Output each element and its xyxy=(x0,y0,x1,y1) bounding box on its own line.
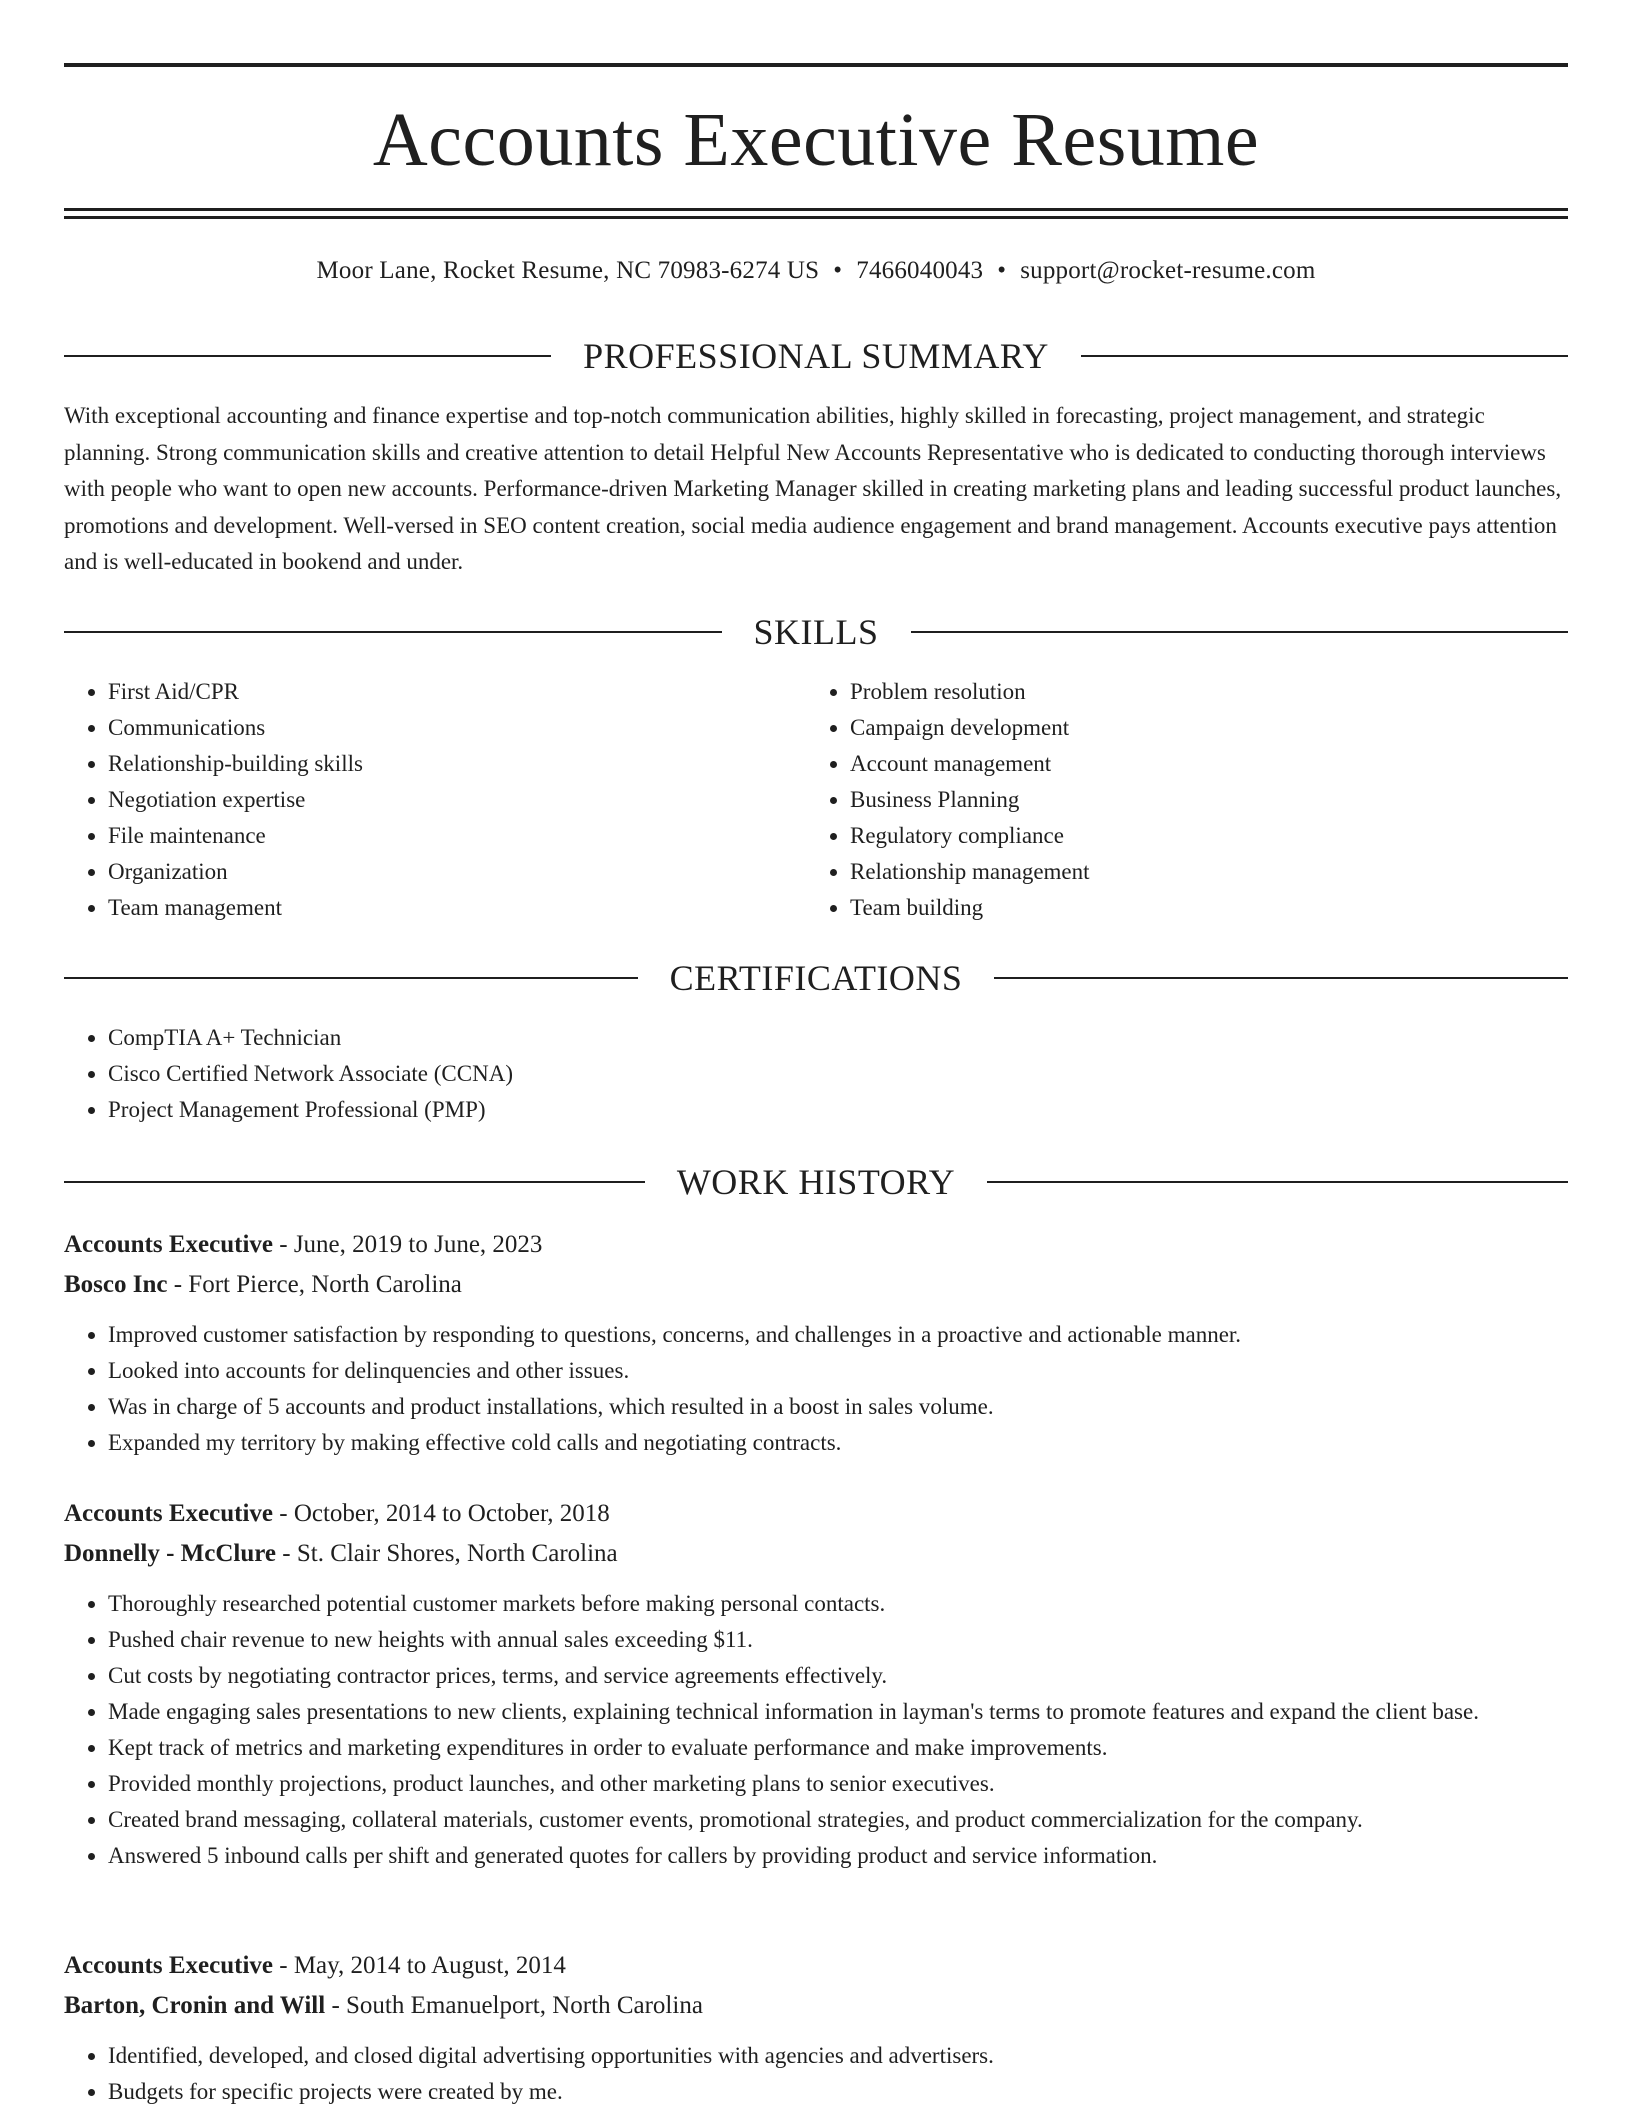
skill-item: • Relationship management xyxy=(850,854,1566,890)
certification-item: • Project Management Professional (PMP) xyxy=(108,1092,1568,1128)
heading-rule-left xyxy=(64,977,638,979)
summary-heading-text: PROFESSIONAL SUMMARY xyxy=(583,336,1049,376)
job-dates: - June, 2019 to June, 2023 xyxy=(273,1231,543,1258)
contact-address: Moor Lane, Rocket Resume, NC 70983-6274 US xyxy=(316,257,820,284)
skills-heading xyxy=(64,610,1568,654)
job-bullet: • Was in charge of 5 accounts and product installations, which resulted in a boost in sales volume. xyxy=(108,1389,1568,1425)
skills-heading-text: SKILLS xyxy=(753,612,879,652)
certifications-list xyxy=(64,1020,1568,1128)
work-history-heading xyxy=(64,1160,1568,1204)
skill-item: • Team building xyxy=(850,890,1566,926)
contact-email: support@rocket-resume.com xyxy=(1020,257,1316,284)
certifications-heading-text: CERTIFICATIONS xyxy=(669,958,963,998)
skill-item: • Account management xyxy=(850,746,1566,782)
skill-item: • First Aid/CPR xyxy=(108,674,764,710)
certification-item: • CompTIA A+ Technician xyxy=(108,1020,1568,1056)
skill-item: • Team management xyxy=(108,890,764,926)
job-bullet: • Created brand messaging, collateral materials, customer events, promotional strategies, and product commercialization for the company. xyxy=(108,1802,1568,1838)
job-bullet: • Identified, developed, and closed digital advertising opportunities with agencies and advertisers. xyxy=(108,2038,1568,2074)
job-bullets xyxy=(64,2038,1568,2110)
job-bullet: • Kept track of metrics and marketing expenditures in order to evaluate performance and make improvements. xyxy=(108,1730,1568,1766)
job-bullet: • Improved customer satisfaction by responding to questions, concerns, and challenges in a proactive and actionable manner. xyxy=(108,1317,1568,1353)
page-title: Accounts Executive Resume xyxy=(372,98,1260,182)
job-title-line xyxy=(64,1225,1568,1265)
work-history-heading-text: WORK HISTORY xyxy=(676,1162,956,1202)
job-bullet: • Pushed chair revenue to new heights with annual sales exceeding $11. xyxy=(108,1622,1568,1658)
contact-separator: • xyxy=(833,257,843,284)
job-company: Barton, Cronin and Will xyxy=(64,1992,326,2019)
contact-phone: 7466040043 xyxy=(856,257,984,284)
job-bullet: • Budgets for specific projects were created by me. xyxy=(108,2074,1568,2110)
job-entry xyxy=(64,1225,1568,1461)
summary-paragraph: With exceptional accounting and finance expertise and top-notch communication abilities, highly skilled in forecasting, project management, and strategic planning. Strong communication skills and creative attention to detail Helpful New Accounts Representative who is dedicated to conducting thorough interviews with people who want to open new accounts. Performance-driven Marketing Manager skilled in creating marketing plans and leading successful product launches, promotions and development. Well-versed in SEO content creation, social media audience engagement and brand management. Accounts executive pays attention and is well-educated in bookend and under. xyxy=(64,403,1562,574)
heading-rule-left xyxy=(64,1181,645,1183)
job-bullets xyxy=(64,1317,1568,1461)
top-rule xyxy=(64,63,1568,67)
summary-heading xyxy=(64,334,1568,378)
job-dates: - May, 2014 to August, 2014 xyxy=(273,1952,566,1979)
skill-item: • Negotiation expertise xyxy=(108,782,764,818)
contact-separator: • xyxy=(997,257,1007,284)
heading-rule-right xyxy=(987,1181,1568,1183)
job-company: Bosco Inc xyxy=(64,1271,168,1298)
skill-item: • Communications xyxy=(108,710,764,746)
skills-column-left xyxy=(64,674,764,926)
job-location: - Fort Pierce, North Carolina xyxy=(167,1271,462,1298)
heading-rule-right xyxy=(994,977,1568,979)
skill-item: • Campaign development xyxy=(850,710,1566,746)
heading-rule-right xyxy=(1081,355,1568,357)
job-title: Accounts Executive xyxy=(64,1952,273,1979)
skill-item: • Problem resolution xyxy=(850,674,1566,710)
job-title: Accounts Executive xyxy=(64,1500,273,1527)
job-title-line xyxy=(64,1494,1568,1534)
skill-item: • Regulatory compliance xyxy=(850,818,1566,854)
skills-list-left xyxy=(64,674,764,926)
heading-rule-right xyxy=(911,631,1569,633)
job-title-line xyxy=(64,1946,1568,1986)
job-bullet: • Cut costs by negotiating contractor prices, terms, and service agreements effectively. xyxy=(108,1658,1568,1694)
skill-item: • File maintenance xyxy=(108,818,764,854)
job-entry xyxy=(64,1494,1568,1874)
certifications-heading xyxy=(64,956,1568,1000)
job-title: Accounts Executive xyxy=(64,1231,273,1258)
contact-line xyxy=(64,253,1568,289)
skill-item: • Relationship-building skills xyxy=(108,746,764,782)
job-bullet: • Looked into accounts for delinquencies and other issues. xyxy=(108,1353,1568,1389)
job-bullet: • Answered 5 inbound calls per shift and generated quotes for callers by providing product and service information. xyxy=(108,1838,1568,1874)
title-rule-upper xyxy=(64,208,1568,211)
job-location: - South Emanuelport, North Carolina xyxy=(325,1992,703,2019)
heading-rule-left xyxy=(64,355,551,357)
certification-item: • Cisco Certified Network Associate (CCNA) xyxy=(108,1056,1568,1092)
title-rule-lower xyxy=(64,216,1568,219)
job-company-line xyxy=(64,1534,1568,1574)
job-location: - St. Clair Shores, North Carolina xyxy=(276,1540,618,1567)
job-dates: - October, 2014 to October, 2018 xyxy=(273,1500,610,1527)
job-company-line xyxy=(64,1265,1568,1305)
heading-rule-left xyxy=(64,631,722,633)
job-bullet: • Made engaging sales presentations to new clients, explaining technical information in layman's terms to promote features and expand the client base. xyxy=(108,1694,1568,1730)
certifications-block xyxy=(64,1020,1568,1128)
skill-item: • Business Planning xyxy=(850,782,1566,818)
job-bullet: • Provided monthly projections, product launches, and other marketing plans to senior executives. xyxy=(108,1766,1568,1802)
job-company: Donnelly - McClure xyxy=(64,1540,277,1567)
job-bullet: • Expanded my territory by making effective cold calls and negotiating contracts. xyxy=(108,1425,1568,1461)
job-company-line xyxy=(64,1986,1568,2026)
job-bullet: • Thoroughly researched potential customer markets before making personal contacts. xyxy=(108,1586,1568,1622)
job-entry xyxy=(64,1946,1568,2110)
skill-item: • Organization xyxy=(108,854,764,890)
job-bullets xyxy=(64,1586,1568,1874)
skills-column-right xyxy=(806,674,1566,926)
skills-list-right xyxy=(806,674,1566,926)
